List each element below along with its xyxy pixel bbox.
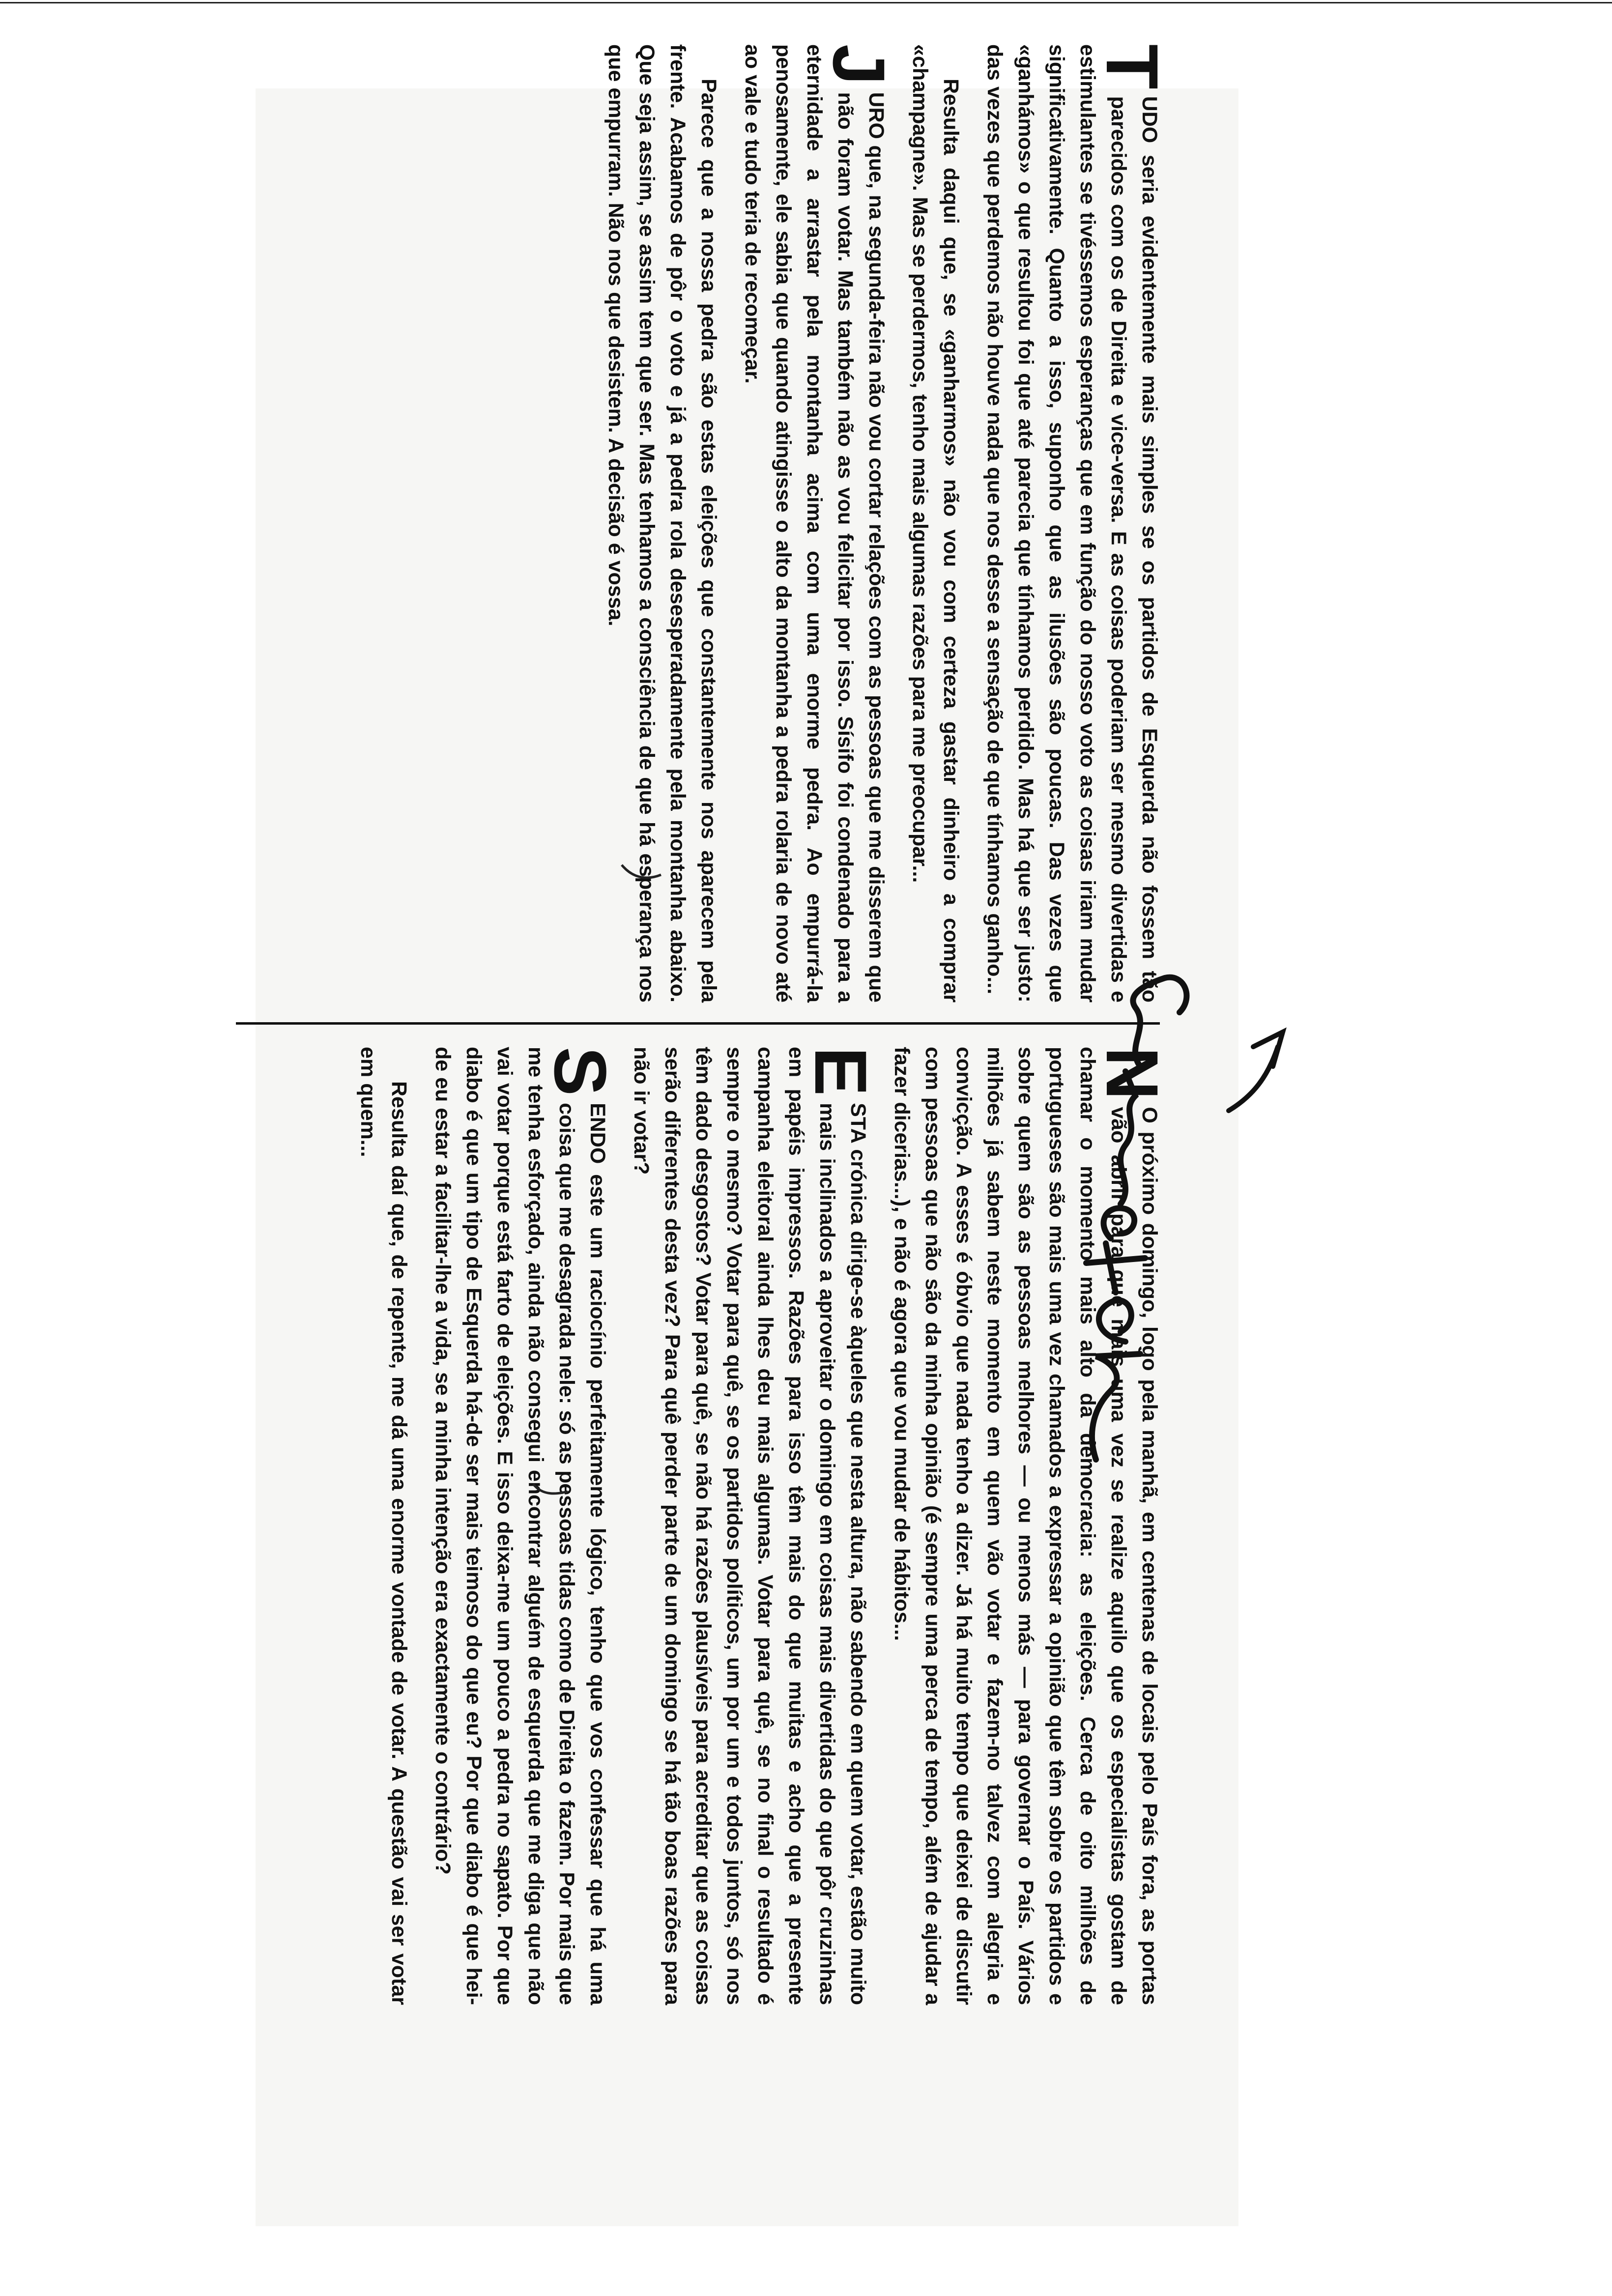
dropcap-s: S — [539, 1047, 622, 1096]
paragraph-text: Resulta daqui que, se «ganharmos» não vou com certeza gastar dinheiro a comprar «champagne». Mas se perdermos, tenho mais algumas razões para me preocupar... — [908, 44, 963, 1003]
paragraph-juro — [737, 44, 900, 1003]
rotated-article — [246, 44, 1180, 2059]
paragraph-text: Resulta daí que, de repente, me dá uma enorme vontade de votar. A questão vai ser votar em quem... — [356, 1047, 411, 2005]
paragraph-text: O próximo domingo, logo pela manhã, em centenas de locais pelo País fora, as portas vão abrir para que mais uma vez se realize aquilo que os especialistas gostam de chamar o momento mais alto da democracia: as eleições. Cerca de oito milhões de portugueses são mais uma vez chamados a expressar a opinião que têm sobre os partidos e sobre quem são as pessoas melhores — ou menos más — para governar o País. Vários milhões já sabem neste momento em quem vão votar e fazem-no talvez com alegria e convicção. A esses é óbvio que nada tenho a dizer. Já há muito tempo que deixei de discutir com pessoas que não são da minha opinião (é sempre uma perca de tempo, além de ajudar a fazer dicerias...), e não é agora que vou mudar de hábitos... — [890, 1047, 1161, 2005]
column-divider — [236, 1022, 1160, 1025]
paragraph-esta-cronica — [626, 1047, 882, 2005]
dropcap-t: T — [1091, 44, 1174, 89]
paragraph-resulta-daqui — [904, 44, 966, 1003]
paragraph-text: Parece que a nossa pedra são estas eleições que constantemente nos aparecem pela frente. Acabamos de pôr o voto e já a pedra rola desesperadamente pela montanha abaixo. Que seja assim, se assim tem que ser. Mas tenhamos a consciência de que há esperança nos que empurram. Não nos que desistem. A decisão é vossa. — [604, 44, 720, 1003]
paragraph-tudo — [979, 44, 1174, 1003]
article-column-right — [256, 44, 1174, 1003]
dropcap-e: E — [800, 1047, 882, 1096]
scan-mark — [619, 855, 663, 885]
article-column-left — [256, 1047, 1174, 2005]
paragraph-text: STA crónica dirige-se àqueles que nesta altura, não sabendo em quem votar, estão muito mais inclinados a aproveitar o domingo em coisas mais divertidas do que pôr cruzinhas em papéis impressos. Razões para isso têm mais do que muitas e acho que a presente campanha eleitoral ainda lhes deu mais algumas. Votar para quê, se no final o resultado é sempre o mesmo? Votar para quê, se os partidos políticos, um por um e todos juntos, só nos têm dado desgostos? Votar para quê, se não há razões plausíveis para acreditar que as coisas serão diferentes desta vez? Para quê perder parte de um domingo se há tão boas razões para não ir votar? — [630, 1047, 870, 2005]
paragraph-sendo — [427, 1047, 622, 2005]
dropcap-j: J — [818, 44, 900, 86]
paragraph-resulta-dai — [352, 1047, 414, 2005]
scan-mark — [531, 1474, 570, 1504]
paragraph-text: ENDO este um raciocínio perfeitamente lógico, tenho que vos confessar que há uma coisa que me desagrada nele: só as pessoas tidas como de Direita o fazem. Por mais que me tenha esforçado, ainda não consegui encontrar alguém de esquerda que me diga que não vai votar porque está farto de eleições. E isso deixa-me um pouco a pedra no sapato. Por que diabo é que um tipo de Esquerda há-de ser mais teimoso do que eu? Por que diabo é que hei-de eu estar a facilitar-lhe a vida, se a minha intenção era exactamente o contrário? — [431, 1047, 609, 2005]
handwritten-signature — [1066, 948, 1293, 1464]
paragraph-text: UDO seria evidentemente mais simples se os partidos de Esquerda não fossem tão parecidos com os de Direita e vice-versa. E as coisas poderiam ser mesmo divertidas e estimulantes se tivéssemos esperanças que em função do nosso voto as coisas iriam mudar significativamente. Quanto a isso, suponho que as ilusões são poucas. Das vezes que «ganhámos» o que resultou foi que até parecia que tínhamos perdido. Mas há que ser justo: das vezes que perdemos não houve nada que nos desse a sensação de que tínhamos ganho... — [983, 44, 1161, 1003]
dropcap-n: N — [1091, 1047, 1174, 1100]
paragraph-text: URO que, na segunda-feira não vou cortar relações com as pessoas que me disserem que não foram votar. Mas também não as vou felicitar por isso. Sísifo foi condenado para a eternidade a arrastar pela montanha acima com uma enorme pedra. Ao empurrá-la penosamente, ele sabia que quando atingisse o alto da montanha a pedra rolaria de novo até ao vale e tudo teria de recomeçar. — [741, 44, 888, 1003]
top-edge-rule — [0, 2, 1612, 3]
